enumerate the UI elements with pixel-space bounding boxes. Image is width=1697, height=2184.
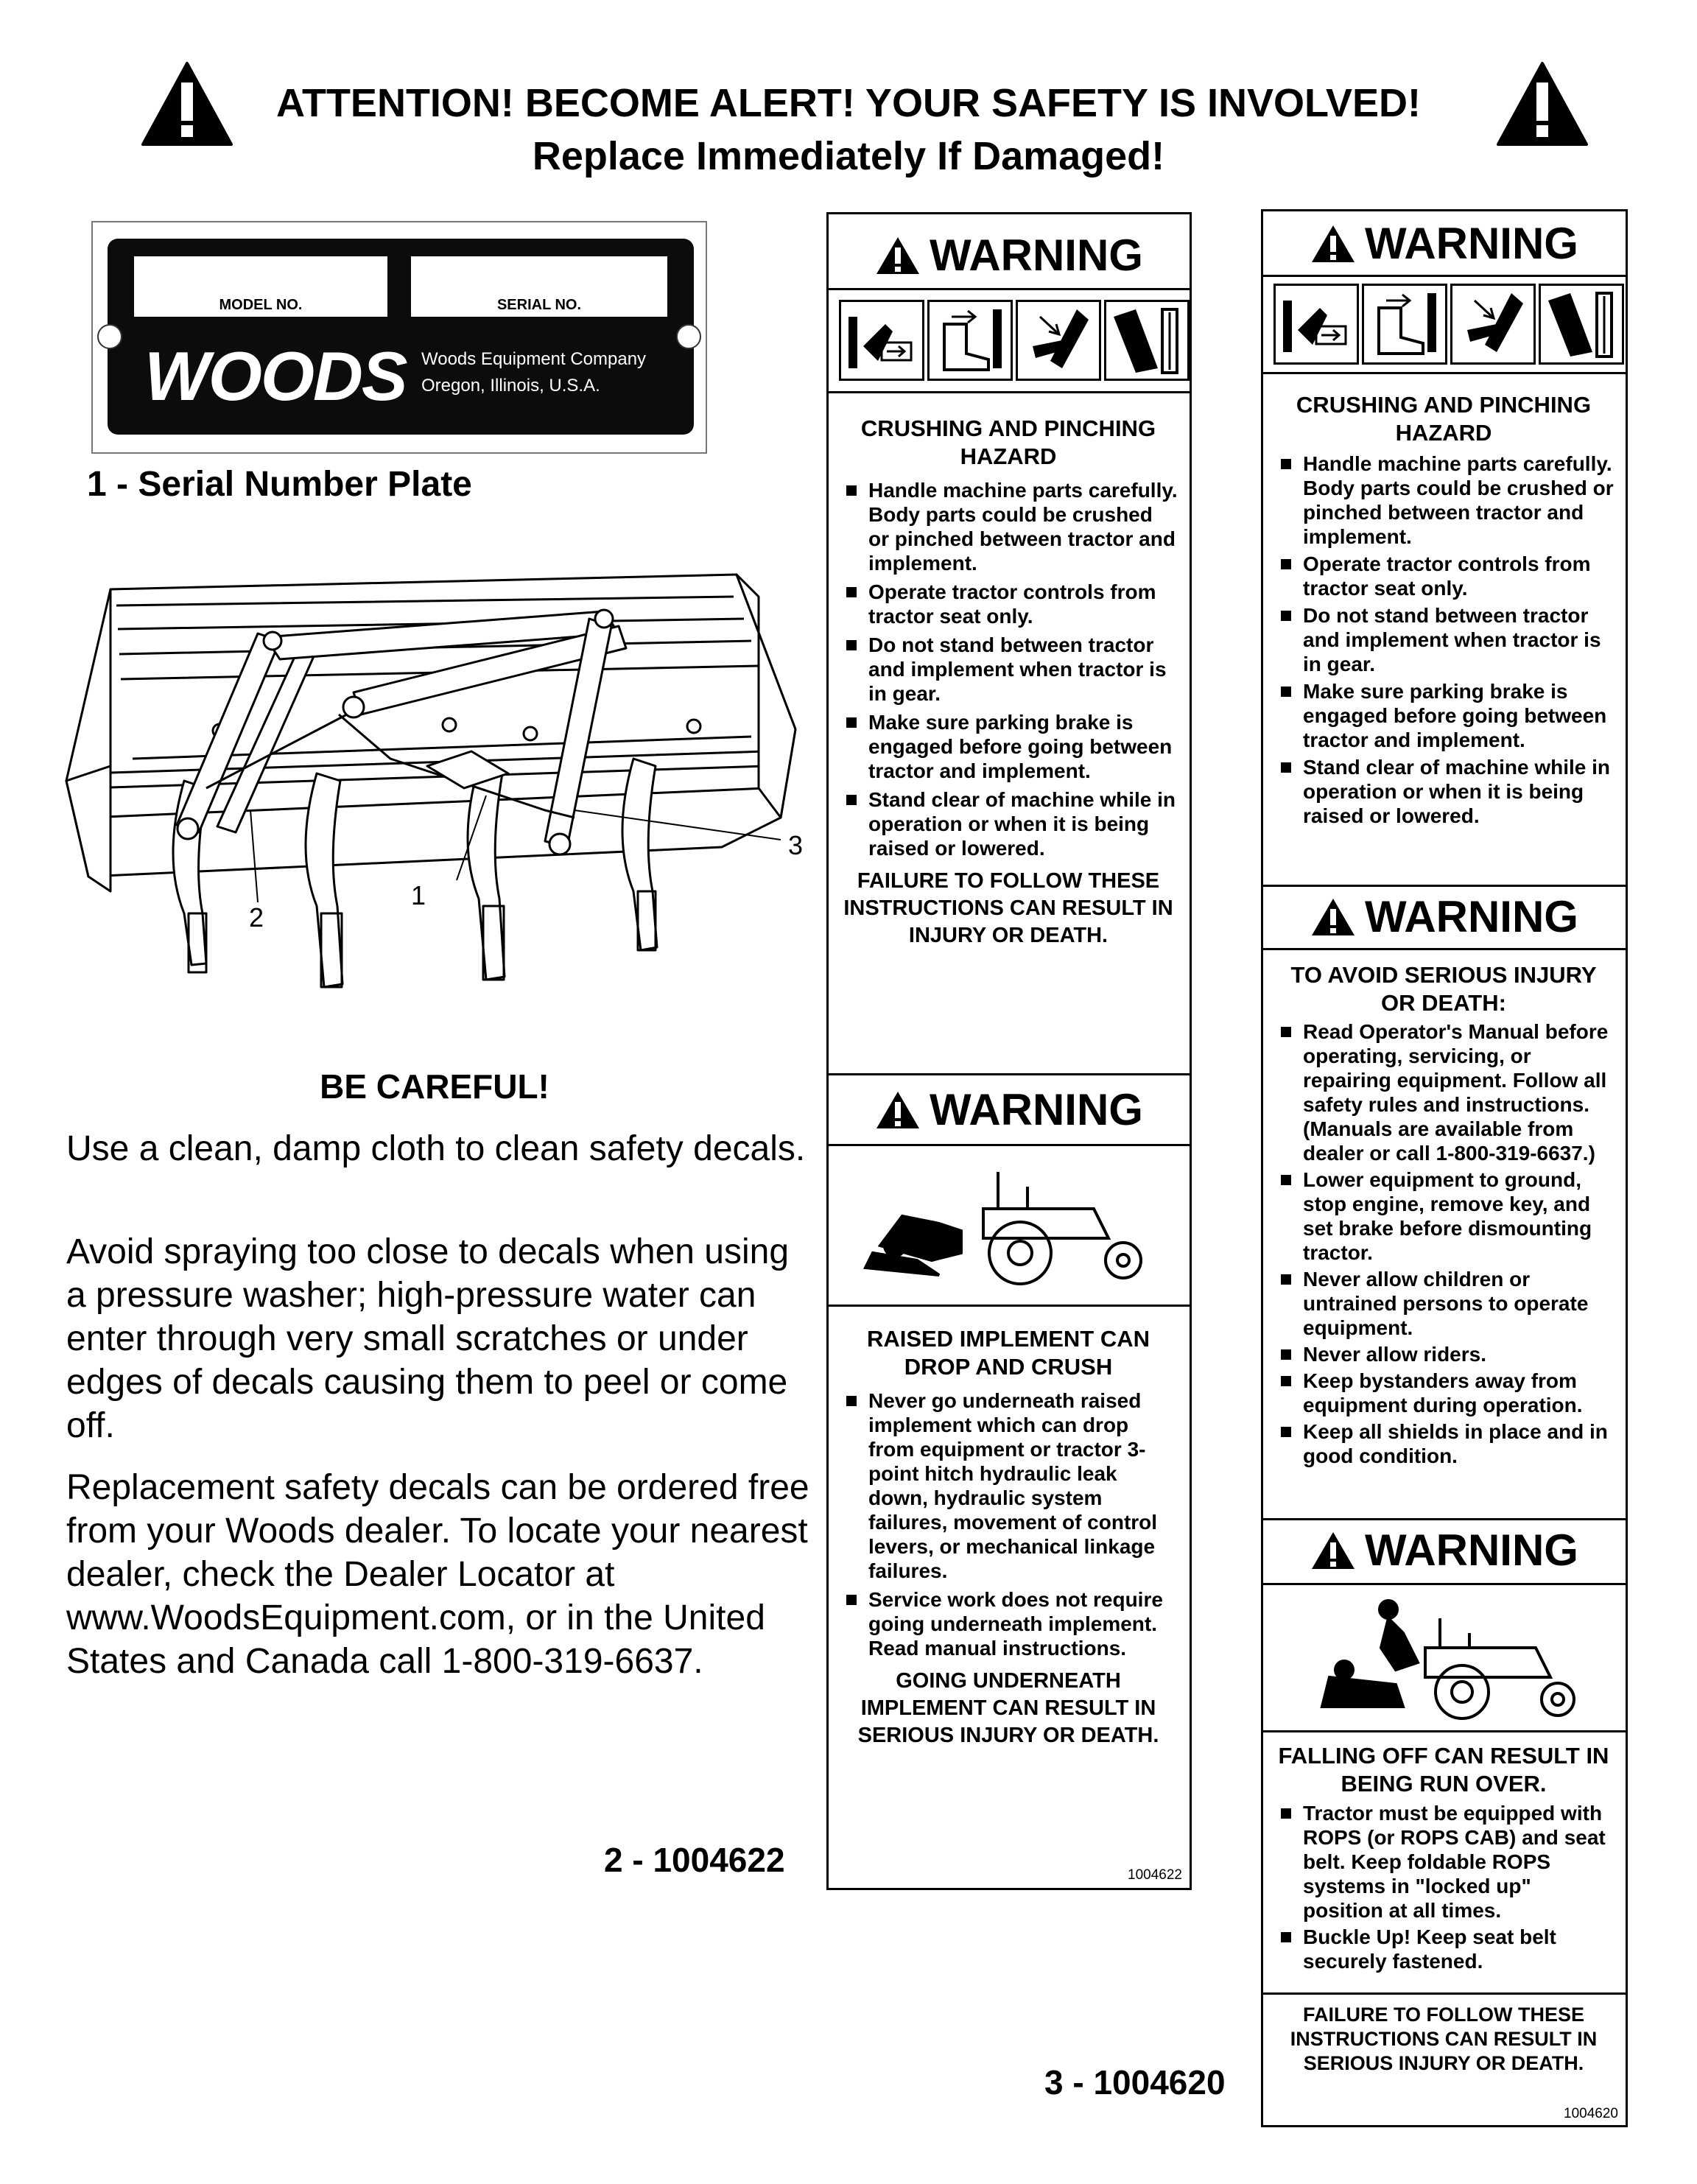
decal3-crush-bullet: Operate tractor controls from tractor seat only. <box>1273 552 1614 600</box>
decal3-avoid-bullet: Never allow children or untrained persons to operate equipment. <box>1273 1267 1614 1340</box>
arm-pinch-icon <box>1450 284 1536 365</box>
decal3-avoid-bullet: Lower equipment to ground, stop engine, remove key, and set brake before dismounting tractor. <box>1273 1168 1614 1265</box>
warning-triangle-icon <box>875 1090 921 1130</box>
decal2-warning-bar-1 <box>829 225 1190 287</box>
decal3-avoid-bullet: Keep all shields in place and in good condition. <box>1273 1419 1614 1468</box>
decal3-crush-bullet: Stand clear of machine while in operation or when it is being raised or lowered. <box>1273 755 1614 828</box>
decal2-raised-bullet: Never go underneath raised implement which can drop from equipment or tractor 3-point hitch hydraulic leak down, hydraulic system failures, movement of control levers, or mechanical linkage failures. <box>839 1388 1178 1583</box>
diagram-label-3: 3 <box>788 830 804 860</box>
leg-crush-icon <box>1104 300 1190 381</box>
warning-triangle-icon <box>1310 224 1356 264</box>
decal2-crush-bullet: Handle machine parts carefully. Body parts could be crushed or pinched between tractor and implement. <box>839 478 1178 575</box>
warning-label: WARNING <box>1365 1525 1578 1575</box>
foot-crush-icon <box>1362 284 1447 365</box>
instruction-paragraph-3: Replacement safety decals can be ordered free from your Woods dealer. To locate your nearest dealer, check the Dealer Locator at www.WoodsEquipment.com, or in the United States and Canada call 1-800-319-6637. <box>66 1468 809 1681</box>
warning-label: WARNING <box>930 1085 1143 1134</box>
decal2-raised-title: RAISED IMPLEMENT CAN DROP AND CRUSH <box>866 1326 1150 1380</box>
decal3-avoid-section <box>1273 961 1614 1468</box>
warning-triangle-icon <box>875 236 921 275</box>
woods-logo: WOODS <box>144 337 407 415</box>
instruction-paragraph-2: Avoid spraying too close to decals when using a pressure washer; high-pressure water can enter through very small scratches or under edges of decals causing them to peel or come off. <box>66 1232 790 1445</box>
model-no-label: MODEL NO. <box>219 297 303 313</box>
decal2-raised-bullet: Service work does not require going underneath implement. Read manual instructions. <box>839 1587 1178 1660</box>
decal-3-reference: 3 - 1004620 <box>1044 2063 1226 2102</box>
decal3-crush-title: CRUSHING AND PINCHING HAZARD <box>1296 392 1592 446</box>
decal3-crush-bullet: Handle machine parts carefully. Body parts could be crushed or pinched between tractor and implement. <box>1273 452 1614 549</box>
instruction-paragraph-1: Use a clean, damp cloth to clean safety decals. <box>66 1129 806 1168</box>
decal2-warning-bar-2 <box>829 1079 1190 1141</box>
raised-implement-crush-icon <box>851 1165 1160 1290</box>
warning-label: WARNING <box>930 231 1143 280</box>
warning-triangle-icon <box>1310 1531 1356 1570</box>
decal3-crush-bullet: Do not stand between tractor and implement when tractor is in gear. <box>1273 603 1614 676</box>
decal2-part-number: 1004622 <box>1128 1867 1182 1883</box>
decal3-fall-bullet: Buckle Up! Keep seat belt securely fastened. <box>1273 1925 1614 1973</box>
decal3-crush-bullet: Make sure parking brake is engaged before going between tractor and implement. <box>1273 679 1614 752</box>
plate-hole-left <box>97 324 122 349</box>
serial-no-label: SERIAL NO. <box>496 297 582 313</box>
company-location: Oregon, Illinois, U.S.A. <box>421 376 600 396</box>
decal3-warning-bar-1 <box>1263 213 1626 275</box>
falling-off-run-over-icon <box>1307 1596 1587 1721</box>
diagram-label-1: 1 <box>411 880 426 910</box>
header-attention: ATTENTION! BECOME ALERT! YOUR SAFETY IS INVOLVED! <box>275 81 1422 125</box>
decal3-crush-pictograms <box>1273 284 1624 365</box>
leg-crush-icon <box>1539 284 1624 365</box>
plate-hole-right <box>676 324 701 349</box>
decal2-crush-pictograms <box>839 300 1190 381</box>
decal3-avoid-bullet: Read Operator's Manual before operating, servicing, or repairing equipment. Follow all safety rules and instructions. (Manuals are available from dealer or call 1-800-319-6637.) <box>1273 1019 1614 1165</box>
decal3-fall-title: FALLING OFF CAN RESULT IN BEING RUN OVER. <box>1278 1743 1609 1797</box>
decal2-raised-footer: GOING UNDERNEATH IMPLEMENT CAN RESULT IN SERIOUS INJURY OR DEATH. <box>857 1669 1159 1747</box>
decal2-crush-bullet: Make sure parking brake is engaged before going between tractor and implement. <box>839 710 1178 783</box>
warning-label: WARNING <box>1365 892 1578 941</box>
decal3-avoid-bullet: Never allow riders. <box>1273 1342 1614 1366</box>
decal-1004622 <box>826 212 1192 1890</box>
decal3-fall-section <box>1273 1742 1614 1973</box>
hand-crush-icon <box>839 300 924 381</box>
arm-pinch-icon <box>1016 300 1101 381</box>
decal3-warning-bar-2 <box>1263 886 1626 948</box>
decal2-crush-footer: FAILURE TO FOLLOW THESE INSTRUCTIONS CAN RESULT IN INJURY OR DEATH. <box>843 869 1173 947</box>
header-replace: Replace Immediately If Damaged! <box>532 134 1165 178</box>
decal2-crush-bullet: Do not stand between tractor and implement when tractor is in gear. <box>839 633 1178 706</box>
decal3-fall-footer-wrap <box>1273 2003 1614 2076</box>
decal3-fall-bullet: Tractor must be equipped with ROPS (or ROPS CAB) and seat belt. Keep foldable ROPS systems in "locked up" position at all times. <box>1273 1801 1614 1923</box>
decal2-crush-bullet: Stand clear of machine while in operation or when it is being raised or lowered. <box>839 787 1178 860</box>
company-name: Woods Equipment Company <box>421 349 647 369</box>
decal3-avoid-bullet: Keep bystanders away from equipment during operation. <box>1273 1369 1614 1417</box>
decal-2-reference: 2 - 1004622 <box>604 1841 785 1879</box>
hand-crush-icon <box>1273 284 1359 365</box>
serial-plate <box>108 239 694 435</box>
decal2-crush-bullet: Operate tractor controls from tractor seat only. <box>839 580 1178 628</box>
decal3-part-number: 1004620 <box>1564 2106 1618 2121</box>
serial-plate-caption: 1 - Serial Number Plate <box>87 465 472 504</box>
box-blade-diagram <box>59 567 825 1016</box>
plate-company <box>421 346 646 399</box>
decal2-raised-section <box>839 1325 1178 1749</box>
be-careful-heading: BE CAREFUL! <box>320 1067 549 1106</box>
decal3-crush-section <box>1273 391 1614 828</box>
decal3-avoid-title: TO AVOID SERIOUS INJURY OR DEATH: <box>1290 962 1597 1016</box>
serial-no-box <box>411 256 667 317</box>
warning-label: WARNING <box>1365 219 1578 268</box>
foot-crush-icon <box>927 300 1013 381</box>
decal2-crush-section <box>839 415 1178 949</box>
decal-1004620 <box>1261 209 1628 2127</box>
decal3-warning-bar-3 <box>1263 1520 1626 1581</box>
diagram-label-2: 2 <box>249 902 264 933</box>
decal2-crush-title: CRUSHING AND PINCHING HAZARD <box>860 415 1156 469</box>
warning-triangle-icon <box>1310 897 1356 937</box>
decal3-fall-footer: FAILURE TO FOLLOW THESE INSTRUCTIONS CAN RESULT IN SERIOUS INJURY OR DEATH. <box>1290 2004 1598 2074</box>
model-no-box <box>134 256 387 317</box>
